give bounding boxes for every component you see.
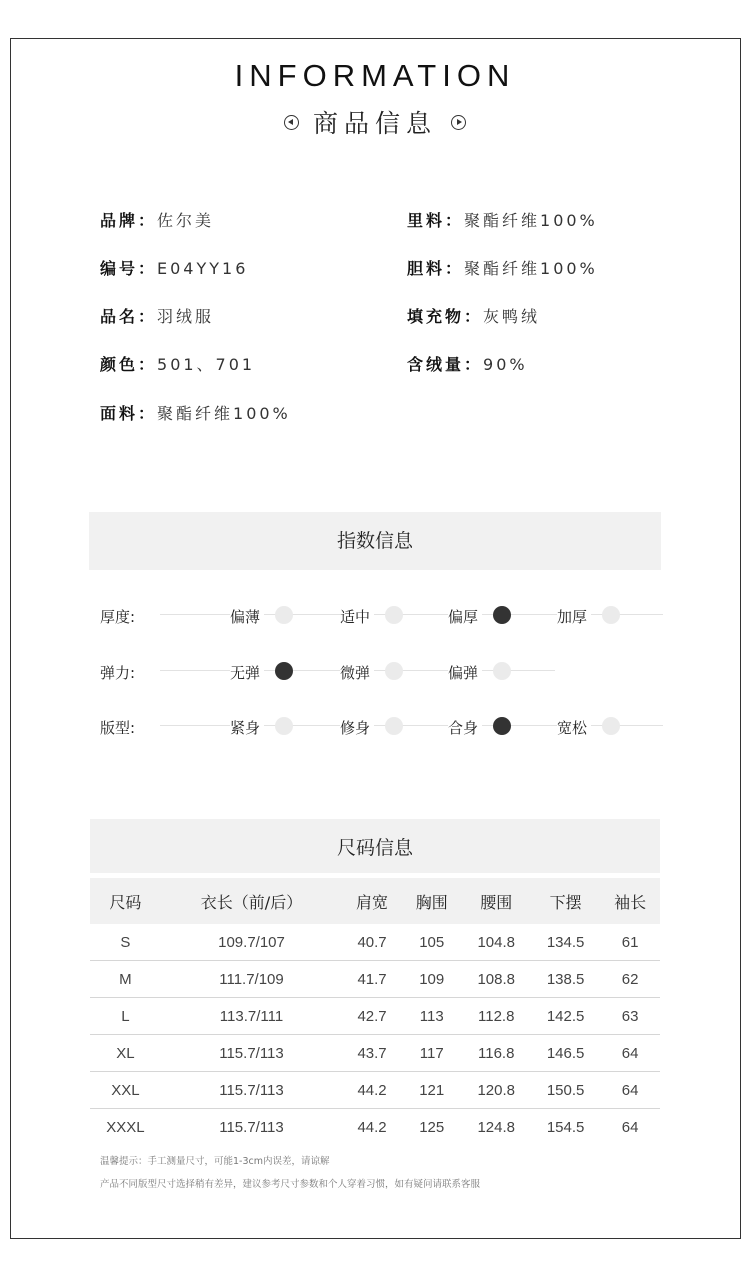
page-subtitle — [0, 104, 750, 140]
page-title: INFORMATION — [234, 58, 516, 93]
option-extra-thick: 加厚 — [557, 606, 591, 627]
circle-arrow-right-icon — [451, 115, 466, 130]
index-section-title: 指数信息 — [89, 512, 661, 570]
info-inner-fabric: 胆料：聚酯纤维100% — [407, 259, 598, 278]
option-dot-regular-selected — [493, 717, 511, 735]
col-hem: 下摆 — [531, 878, 600, 924]
subtitle-text: 商品信息 — [312, 109, 437, 138]
option-tight: 紧身 — [230, 717, 264, 738]
info-down-content: 含绒量：90% — [407, 355, 528, 374]
option-medium: 适中 — [340, 606, 374, 627]
option-regular: 合身 — [448, 717, 482, 738]
measurement-note: 温馨提示：手工测量尺寸，可能1-3cm内误差，请谅解 — [100, 1156, 330, 1167]
option-loose: 宽松 — [557, 717, 591, 738]
option-dot-stretchy — [493, 662, 511, 680]
index-label-fit: 版型: — [100, 719, 136, 737]
col-chest: 胸围 — [402, 878, 462, 924]
col-length: 衣长（前/后） — [161, 878, 342, 924]
table-row: XXXL 115.7/113 44.2 125 124.8 154.5 64 — [106, 1118, 639, 1136]
option-no-stretch: 无弹 — [230, 662, 264, 683]
col-shoulder: 肩宽 — [342, 878, 402, 924]
index-label-elasticity: 弹力: — [100, 664, 136, 682]
circle-arrow-left-icon — [284, 115, 299, 130]
option-dot-thickish-selected — [493, 606, 511, 624]
size-table-header — [90, 878, 660, 924]
info-code: 编号：E04YY16 — [100, 259, 249, 278]
option-dot-no-stretch-selected — [275, 662, 293, 680]
index-label-thickness: 厚度: — [100, 608, 136, 626]
option-slim: 修身 — [340, 717, 374, 738]
option-thickish: 偏厚 — [448, 606, 482, 627]
option-stretchy: 偏弹 — [448, 662, 482, 683]
info-name: 品名：羽绒服 — [100, 307, 215, 326]
option-dot-slim — [385, 717, 403, 735]
info-lining: 里料：聚酯纤维100% — [407, 211, 598, 230]
info-color: 颜色：501、701 — [100, 355, 256, 374]
col-sleeve: 袖长 — [600, 878, 660, 924]
option-dot-medium — [385, 606, 403, 624]
option-dot-extra-thick — [602, 606, 620, 624]
option-dot-slight-stretch — [385, 662, 403, 680]
size-section-title: 尺码信息 — [90, 819, 660, 873]
option-thin: 偏薄 — [230, 606, 264, 627]
size-table — [90, 878, 660, 1145]
col-waist: 腰围 — [462, 878, 531, 924]
info-fabric: 面料：聚酯纤维100% — [100, 404, 291, 423]
table-row: XL 115.7/113 43.7 117 116.8 146.5 64 — [90, 1035, 660, 1072]
table-row: S 109.7/107 40.7 105 104.8 134.5 61 — [90, 924, 660, 961]
table-row: L 113.7/111 42.7 113 112.8 142.5 63 — [90, 998, 660, 1035]
option-dot-thin — [275, 606, 293, 624]
option-dot-tight — [275, 717, 293, 735]
col-size: 尺码 — [90, 878, 161, 924]
table-row: M 111.7/109 41.7 109 108.8 138.5 62 — [90, 961, 660, 998]
table-row: XXL 115.7/113 44.2 121 120.8 150.5 64 — [90, 1072, 660, 1109]
info-filling: 填充物：灰鸭绒 — [407, 307, 541, 326]
option-dot-loose — [602, 717, 620, 735]
option-slight-stretch: 微弹 — [340, 662, 374, 683]
size-advice-note: 产品不同版型尺寸选择稍有差异，建议参考尺寸参数和个人穿着习惯，如有疑问请联系客服 — [100, 1179, 481, 1190]
info-brand: 品牌：佐尔美 — [100, 211, 215, 230]
